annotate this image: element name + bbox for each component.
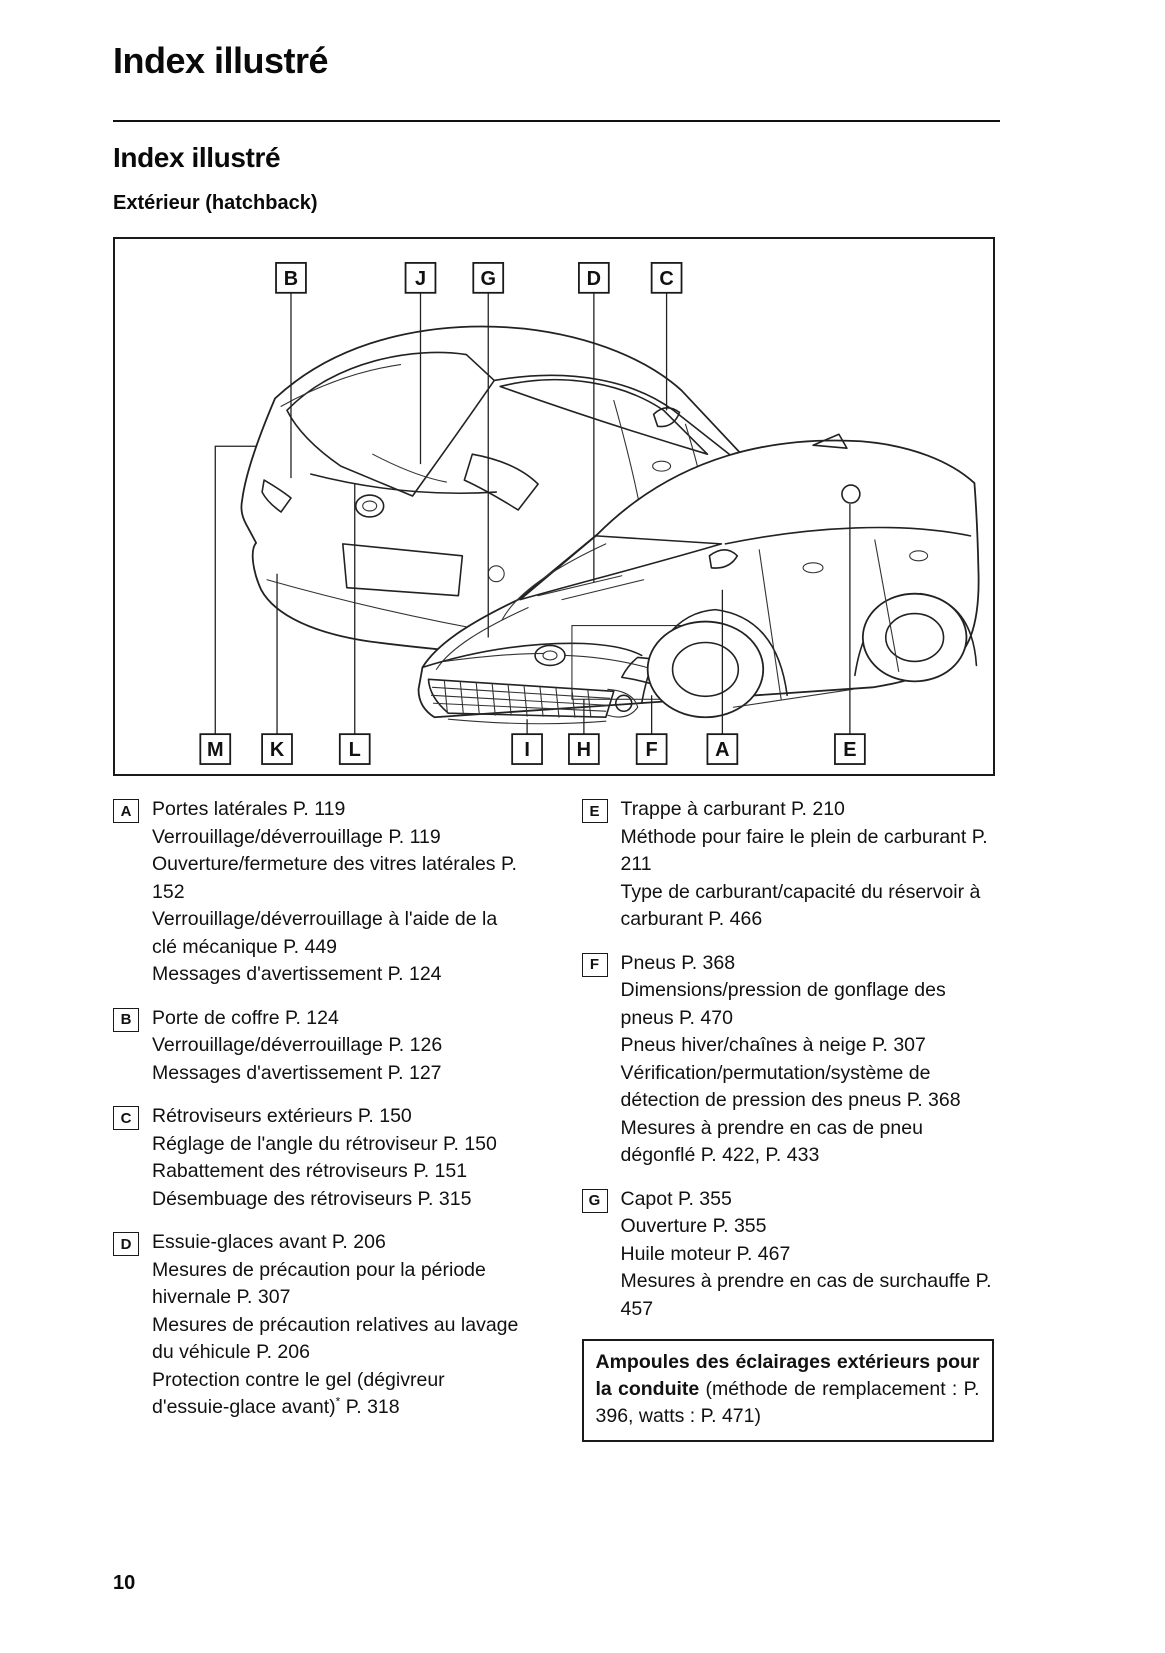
section-title: Index illustré xyxy=(113,142,281,173)
entry-line: Ouverture/fermeture des vitres latérales P. 152 xyxy=(152,853,517,903)
vehicle-diagram-svg xyxy=(115,239,993,774)
header-divider xyxy=(113,120,1000,122)
entry-line: Mesures à prendre en cas de surchauffe P. 457 xyxy=(620,1270,992,1320)
entry-line: Méthode pour faire le plein de carburant P. 211 xyxy=(620,825,988,875)
entry-line: Mesures à prendre en cas de pneu dégonflé P. 422, P. 433 xyxy=(620,1116,923,1166)
page-number: 10 xyxy=(113,1572,136,1594)
entry-line: Messages d'avertissement P. 124 xyxy=(152,963,442,985)
callout-letter-D: D xyxy=(113,1232,139,1256)
svg-text:C: C xyxy=(659,267,674,290)
entry-line: Ouverture P. 355 xyxy=(620,1215,767,1237)
svg-text:K: K xyxy=(269,739,285,762)
svg-text:B: B xyxy=(283,267,299,290)
entry-line: Verrouillage/déverrouillage P. 126 xyxy=(152,1034,443,1056)
entry-line: Mesures de précaution pour la période hivernale P. 307 xyxy=(152,1258,486,1308)
bulbs-note-box xyxy=(582,1339,994,1442)
index-entry-C xyxy=(113,1103,532,1213)
entry-line: Portes latérales P. 119 xyxy=(152,798,346,820)
callout-label-I xyxy=(512,734,542,764)
callout-letter-C: C xyxy=(113,1106,139,1130)
svg-text:I: I xyxy=(524,739,530,762)
note-bold-text: Ampoules des éclairages extérieurs pour la conduite xyxy=(595,1351,980,1400)
entry-line: Verrouillage/déverrouillage à l'aide de la clé mécanique P. 449 xyxy=(152,908,498,958)
index-column-right xyxy=(582,796,1001,1442)
entry-line: Verrouillage/déverrouillage P. 119 xyxy=(152,825,441,848)
svg-text:E: E xyxy=(843,739,857,762)
callout-label-F xyxy=(637,734,667,764)
entry-line: Désembuage des rétroviseurs P. 315 xyxy=(152,1187,472,1210)
entry-line: Porte de coffre P. 124 xyxy=(152,1006,339,1029)
entry-line: Essuie-glaces avant P. 206 xyxy=(152,1231,386,1253)
callout-label-B xyxy=(276,263,306,293)
svg-text:J: J xyxy=(414,267,427,290)
index-entry-B xyxy=(113,1005,532,1088)
entry-line: Type de carburant/capacité du réservoir à carburant P. 466 xyxy=(620,880,981,930)
entry-line: Rétroviseurs extérieurs P. 150 xyxy=(152,1105,412,1127)
callout-label-G xyxy=(473,263,503,293)
callout-label-C xyxy=(652,263,682,293)
callout-letter-E: E xyxy=(582,799,608,823)
callout-letter-B: B xyxy=(113,1008,139,1032)
index-entry-D xyxy=(113,1229,532,1422)
callout-label-D xyxy=(579,263,609,293)
entry-line: Pneus P. 368 xyxy=(620,951,736,974)
callout-letter-A: A xyxy=(113,799,139,823)
callout-label-L xyxy=(340,734,370,764)
index-entry-F xyxy=(582,950,1001,1170)
entry-line: Protection contre le gel (dégivreur d'essuie-glace avant)* P. 318 xyxy=(152,1368,445,1418)
entry-line: Huile moteur P. 467 xyxy=(620,1242,791,1265)
callout-letter-G: G xyxy=(582,1189,608,1213)
entry-line: Réglage de l'angle du rétroviseur P. 150 xyxy=(152,1132,497,1155)
entry-line: Mesures de précaution relatives au lavage du véhicule P. 206 xyxy=(152,1313,519,1363)
callout-letter-F: F xyxy=(582,953,608,977)
callout-label-J xyxy=(406,263,436,293)
index-entry-A xyxy=(113,796,532,989)
svg-text:M: M xyxy=(206,739,224,762)
entry-line: Capot P. 355 xyxy=(620,1187,732,1210)
entry-line: Messages d'avertissement P. 127 xyxy=(152,1061,442,1084)
svg-text:G: G xyxy=(480,267,496,290)
callout-label-M xyxy=(200,734,230,764)
index-entry-G xyxy=(582,1186,1001,1324)
index-entry-E xyxy=(582,796,1001,934)
svg-text:A: A xyxy=(715,739,730,762)
entry-line: Rabattement des rétroviseurs P. 151 xyxy=(152,1160,468,1182)
svg-text:H: H xyxy=(576,739,592,762)
callout-label-E xyxy=(835,734,865,764)
entry-line: Vérification/permutation/système de détection de pression des pneus P. 368 xyxy=(620,1061,961,1111)
footnote-asterisk: * xyxy=(335,1394,341,1409)
callout-label-K xyxy=(262,734,292,764)
callout-label-H xyxy=(569,734,599,764)
subsection-title: Extérieur (hatchback) xyxy=(113,192,318,214)
exterior-diagram xyxy=(113,237,995,776)
index-columns xyxy=(113,796,1000,1442)
svg-text:D: D xyxy=(586,267,602,290)
callout-label-A xyxy=(707,734,737,764)
note-regular-text: (méthode de remplacement : P. 396, watts : P. 471) xyxy=(595,1378,980,1427)
entry-line: Dimensions/pression de gonflage des pneus P. 470 xyxy=(620,979,946,1029)
index-column-left xyxy=(113,796,532,1442)
svg-text:F: F xyxy=(645,739,658,762)
entry-line: Trappe à carburant P. 210 xyxy=(620,798,845,820)
svg-text:L: L xyxy=(348,739,361,762)
page-title: Index illustré xyxy=(113,40,329,81)
entry-line: Pneus hiver/chaînes à neige P. 307 xyxy=(620,1034,926,1056)
